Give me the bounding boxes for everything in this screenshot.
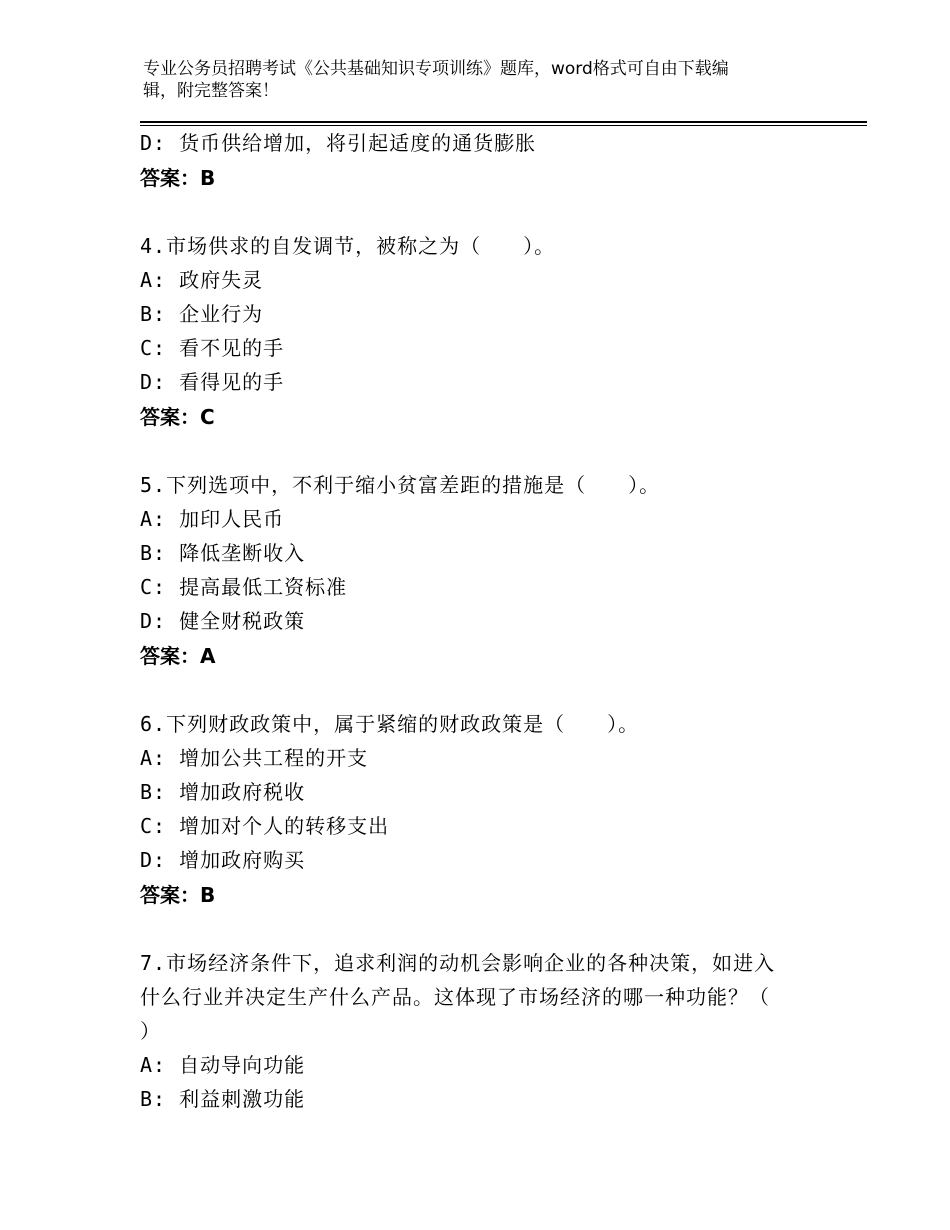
header-divider-thick: [140, 121, 867, 123]
question-6-answer: 答案：B: [140, 883, 216, 907]
question-7-stem-line-1: 7.市场经济条件下，追求利润的动机会影响企业的各种决策，如进入: [140, 951, 776, 975]
question-7-stem-line-2: 什么行业并决定生产什么产品。这体现了市场经济的哪一种功能？（: [140, 985, 770, 1009]
question-6-option-d: D: 增加政府购买: [140, 848, 306, 872]
prev-answer: 答案：B: [140, 166, 216, 190]
question-4-option-b: B: 企业行为: [140, 302, 264, 326]
question-5-option-c: C: 提高最低工资标准: [140, 575, 348, 599]
question-6-option-a: A: 增加公共工程的开支: [140, 746, 369, 770]
question-4-stem: 4.市场供求的自发调节，被称之为（ ）。: [140, 234, 556, 258]
question-6-option-b: B: 增加政府税收: [140, 780, 306, 804]
question-4-option-a: A: 政府失灵: [140, 268, 264, 292]
page-header: [143, 58, 803, 102]
question-5-answer: 答案：A: [140, 644, 216, 668]
question-7-option-a: A: 自动导向功能: [140, 1053, 306, 1077]
question-5-option-a: A: 加印人民币: [140, 507, 285, 531]
header-divider-thin: [140, 125, 867, 126]
prev-option-d: D: 货币供给增加，将引起适度的通货膨胀: [140, 131, 537, 155]
question-5-option-b: B: 降低垄断收入: [140, 541, 306, 565]
question-6-stem: 6.下列财政政策中，属于紧缩的财政政策是（ ）。: [140, 712, 640, 736]
question-4-option-d: D: 看得见的手: [140, 370, 285, 394]
header-line-2: 辑，附完整答案！: [143, 81, 279, 101]
question-6-option-c: C: 增加对个人的转移支出: [140, 814, 390, 838]
question-7-option-b: B: 利益刺激功能: [140, 1087, 306, 1111]
question-7-stem-line-3: ）: [140, 1019, 161, 1043]
question-5-stem: 5.下列选项中，不利于缩小贫富差距的措施是（ ）。: [140, 473, 661, 497]
question-4-option-c: C: 看不见的手: [140, 336, 285, 360]
question-5-option-d: D: 健全财税政策: [140, 609, 306, 633]
question-4-answer: 答案：C: [140, 405, 215, 429]
header-line-1: 专业公务员招聘考试《公共基础知识专项训练》题库，word格式可自由下载编: [143, 59, 729, 79]
